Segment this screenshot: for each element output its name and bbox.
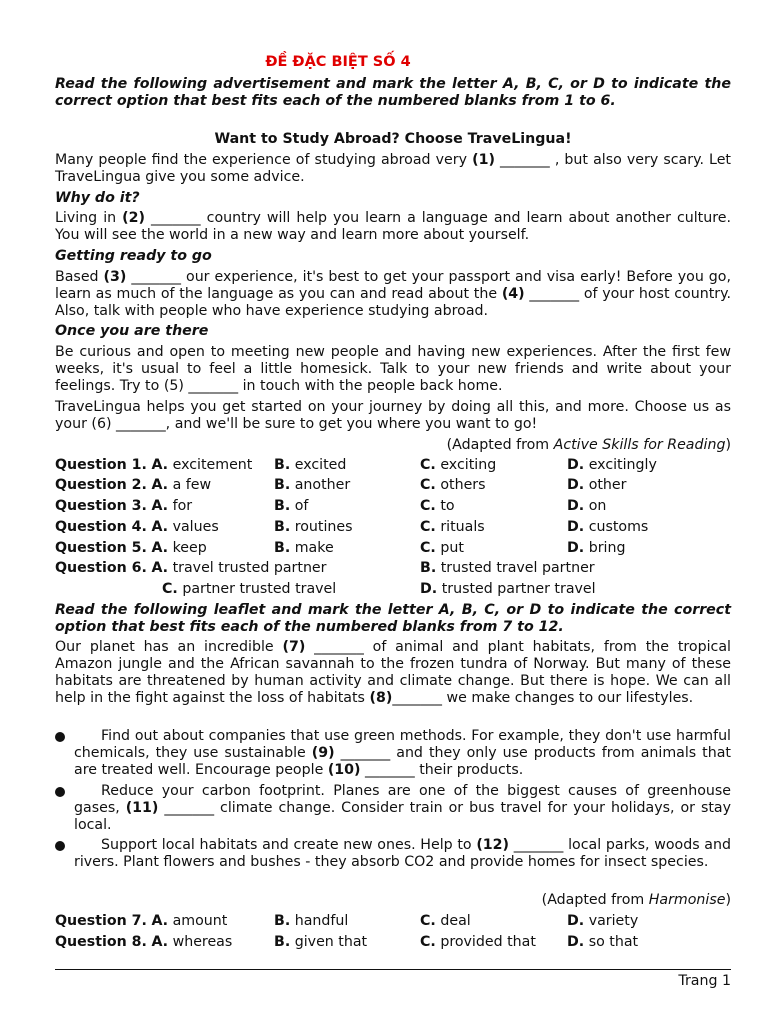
bullet-icon: [55, 787, 65, 797]
ad-paragraph-3: Based (3) _______ our experience, it's best to get your passport and visa early! Before you go, learn as much of the language as you can and read about the (4) _______ of your host country. Also, talk with people who have experience studying abroad.: [55, 269, 731, 319]
source-2: (Adapted from Harmonise): [541, 892, 731, 908]
leaflet-paragraph-1: Our planet has an incredible (7) _______ of animal and plant habitats, from the tropical Amazon jungle and the African savannah to the frozen tundra of Norway. But many of these habitats are threatened by human activity and climate change. But there is hope. We can all help in the fight against the loss of habitats (8)_______ we make changes to our lifestyles.: [55, 639, 731, 706]
bullet-icon: [55, 732, 65, 742]
question-row: Question 7. A. amount B. handful C. deal D. variety: [55, 913, 639, 929]
ad-paragraph-4: Be curious and open to meeting new people and having new experiences. After the first few weeks, it's usual to feel a little homesick. Talk to your new friends and write about your feelings. Try to (5) _______ in touch with the people back home.: [55, 344, 731, 394]
page-title: ĐỀ ĐẶC BIỆT SỐ 4: [265, 54, 411, 70]
section2-instruction: Read the following leaflet and mark the letter A, B, C, or D to indicate the correct option that best fits each of the numbered blanks from 7 to 12.: [55, 602, 731, 635]
source-1: (Adapted from Active Skills for Reading): [446, 437, 731, 453]
bullet-icon: [55, 841, 65, 851]
section1-instruction: Read the following advertisement and mark the letter A, B, C, or D to indicate the correct option that best fits each of the numbered blanks from 1 to 6.: [55, 76, 731, 109]
page-number: Trang 1: [678, 973, 731, 989]
question-row: Question 3. A. for B. of C. to D. on: [55, 498, 607, 514]
ad-paragraph-5: TraveLingua helps you get started on your journey by doing all this, and more. Choose us as your (6) _______, and we'll be sure to get you where you want to go!: [55, 399, 731, 432]
heading-there: Once you are there: [55, 323, 209, 339]
heading-ready: Getting ready to go: [55, 248, 212, 264]
ad-title: Want to Study Abroad? Choose TraveLingua!: [214, 131, 572, 147]
heading-why: Why do it?: [55, 190, 140, 206]
leaflet-bullet-3: Support local habitats and create new ones. Help to (12) _______ local parks, woods and rivers. Plant flowers and bushes - they absorb CO2 and provide homes for insect species.: [55, 837, 731, 871]
ad-paragraph-1: Many people find the experience of studying abroad very (1) _______ , but also very scary. Let TraveLingua give you some advice.: [55, 152, 731, 185]
leaflet-bullet-1: Find out about companies that use green methods. For example, they don't use harmful chemicals, they use sustainable (9) _______ and they only use products from animals that are treated well. Encourage people (10) _______ their products.: [55, 728, 731, 779]
question-row: Question 4. A. values B. routines C. rituals D. customs: [55, 519, 649, 535]
footer-divider: [55, 969, 731, 970]
question-row: Question 6. A. travel trusted partner B. trusted travel partner: [55, 560, 595, 576]
ad-paragraph-2: Living in (2) _______ country will help you learn a language and learn about another culture. You will see the world in a new way and learn more about yourself.: [55, 210, 731, 243]
question-row: Question 2. A. a few B. another C. others D. other: [55, 477, 627, 493]
question-row: Question 8. A. whereas B. given that C. provided that D. so that: [55, 934, 639, 950]
question-row: C. partner trusted travel D. trusted partner travel: [162, 581, 596, 597]
question-row: Question 5. A. keep B. make C. put D. bring: [55, 540, 626, 556]
leaflet-bullet-2: Reduce your carbon footprint. Planes are one of the biggest causes of greenhouse gases, (11) _______ climate change. Consider train or bus travel for your holidays, or stay local.: [55, 783, 731, 834]
question-row: Question 1. A. excitement B. excited C. exciting D. excitingly: [55, 457, 657, 473]
